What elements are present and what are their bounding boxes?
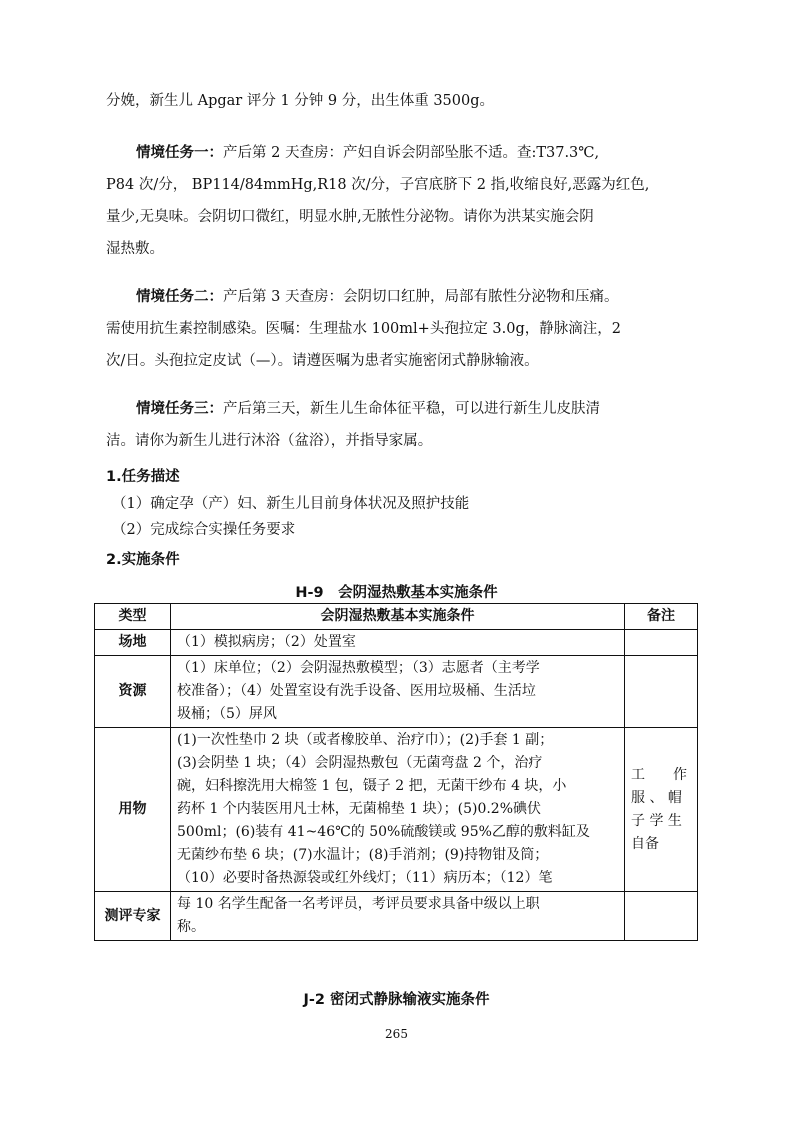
condition-line: (3)会阴垫 1 块；（4）会阴湿热敷包（无菌弯盘 2 个，治疗 [177,755,543,771]
note-line: 工 作 [631,766,687,783]
task3-line: 洁。请你为新生儿进行沐浴（盆浴），并指导家属。 [106,433,433,449]
condition-line: （10）必要时备热源袋或红外线灯；（11）病历本；（12）笔 [177,870,553,886]
header-conditions: 会阴湿热敷基本实施条件 [171,604,625,630]
table-header-row [95,604,698,630]
condition-line: （1）床单位；（2）会阴湿热敷模型；（3）志愿者（主考学 [177,660,540,676]
row-conditions [171,630,625,656]
note-line: 子 学 生 [631,812,682,829]
task2-text: 产后第 3 天查房：会阴切口红肿，局部有脓性分泌物和压痛。 [223,289,619,305]
section1-item: （2）完成综合实操任务要求 [112,522,296,538]
row-note [625,728,698,892]
task3-text: 产后第三天，新生儿生命体征平稳，可以进行新生儿皮肤清 [223,401,600,417]
row-conditions [171,892,625,941]
condition-line: 校准备）；（4）处置室设有洗手设备、医用垃圾桶、生活垃 [177,683,536,699]
intro-text: 分娩，新生儿 Apgar 评分 1 分钟 9 分，出生体重 3500g。 [106,93,495,109]
row-type: 用物 [95,728,171,892]
header-type: 类型 [95,604,171,630]
task2-line: 需使用抗生素控制感染。医嘱：生理盐水 100ml+头孢拉定 3.0g，静脉滴注，2 [106,321,621,337]
table-row [95,630,698,656]
section1-item: （1）确定孕（产）妇、新生儿目前身体状况及照护技能 [112,496,470,512]
task1-line: 量少,无臭味。会阴切口微红，明显水肿,无脓性分泌物。请你为洪某实施会阴 [106,209,594,225]
task3-line [136,400,600,418]
task1-label: 情境任务一： [136,145,223,161]
conditions-table [94,603,698,941]
table-row [95,728,698,892]
condition-line: 无菌纱布垫 6 块；(7)水温计；(8)手消剂；(9)持物钳及筒； [177,847,549,863]
row-type: 场地 [95,630,171,656]
row-type: 资源 [95,656,171,728]
note-line: 服 、 帽 [631,789,682,806]
note-line: 自备 [631,835,659,852]
condition-line: 碗，妇科擦洗用大棉签 1 包，镊子 2 把，无菌干纱布 4 块，小 [177,778,567,794]
condition-line: （1）模拟病房；（2）处置室 [177,634,356,650]
row-note [625,656,698,728]
condition-line: (1)一次性垫巾 2 块（或者橡胶单、治疗巾）；(2)手套 1 副； [177,732,554,748]
condition-line: 500ml；(6)装有 41~46℃的 50%硫酸镁或 95%乙醇的敷料缸及 [177,824,590,840]
row-conditions [171,656,625,728]
section1-heading: 1.任务描述 [106,469,180,485]
condition-line: 称。 [177,919,205,935]
row-conditions [171,728,625,892]
row-note [625,630,698,656]
condition-line: 圾桶；（5）屏风 [177,706,277,722]
task1-line: P84 次/分， BP114/84mmHg,R18 次/分，子宫底脐下 2 指,收缩良好,恶露为红色, [106,177,650,193]
task1-line [136,144,599,162]
page-number: 265 [385,1027,408,1041]
task1-line: 湿热敷。 [106,241,164,257]
task2-label: 情境任务二： [136,289,223,305]
task3-label: 情境任务三： [136,401,223,417]
task2-line: 次/日。头孢拉定皮试（—）。请遵医嘱为患者实施密闭式静脉输液。 [106,353,539,369]
row-type: 测评专家 [95,892,171,941]
table-title: H-9 会阴湿热敷基本实施条件 [295,585,498,601]
condition-line: 药杯 1 个内装医用凡士林，无菌棉垫 1 块）；(5)0.2%碘伏 [177,801,542,817]
section2-heading: 2.实施条件 [106,552,180,568]
next-section-title: J-2 密闭式静脉输液实施条件 [303,992,490,1008]
header-note: 备注 [625,604,698,630]
condition-line: 每 10 名学生配备一名考评员，考评员要求具备中级以上职 [177,896,540,912]
table-row [95,656,698,728]
task2-line [136,288,618,306]
task1-text: 产后第 2 天查房：产妇自诉会阴部坠胀不适。查:T37.3℃, [223,145,600,161]
table-row [95,892,698,941]
row-note [625,892,698,941]
